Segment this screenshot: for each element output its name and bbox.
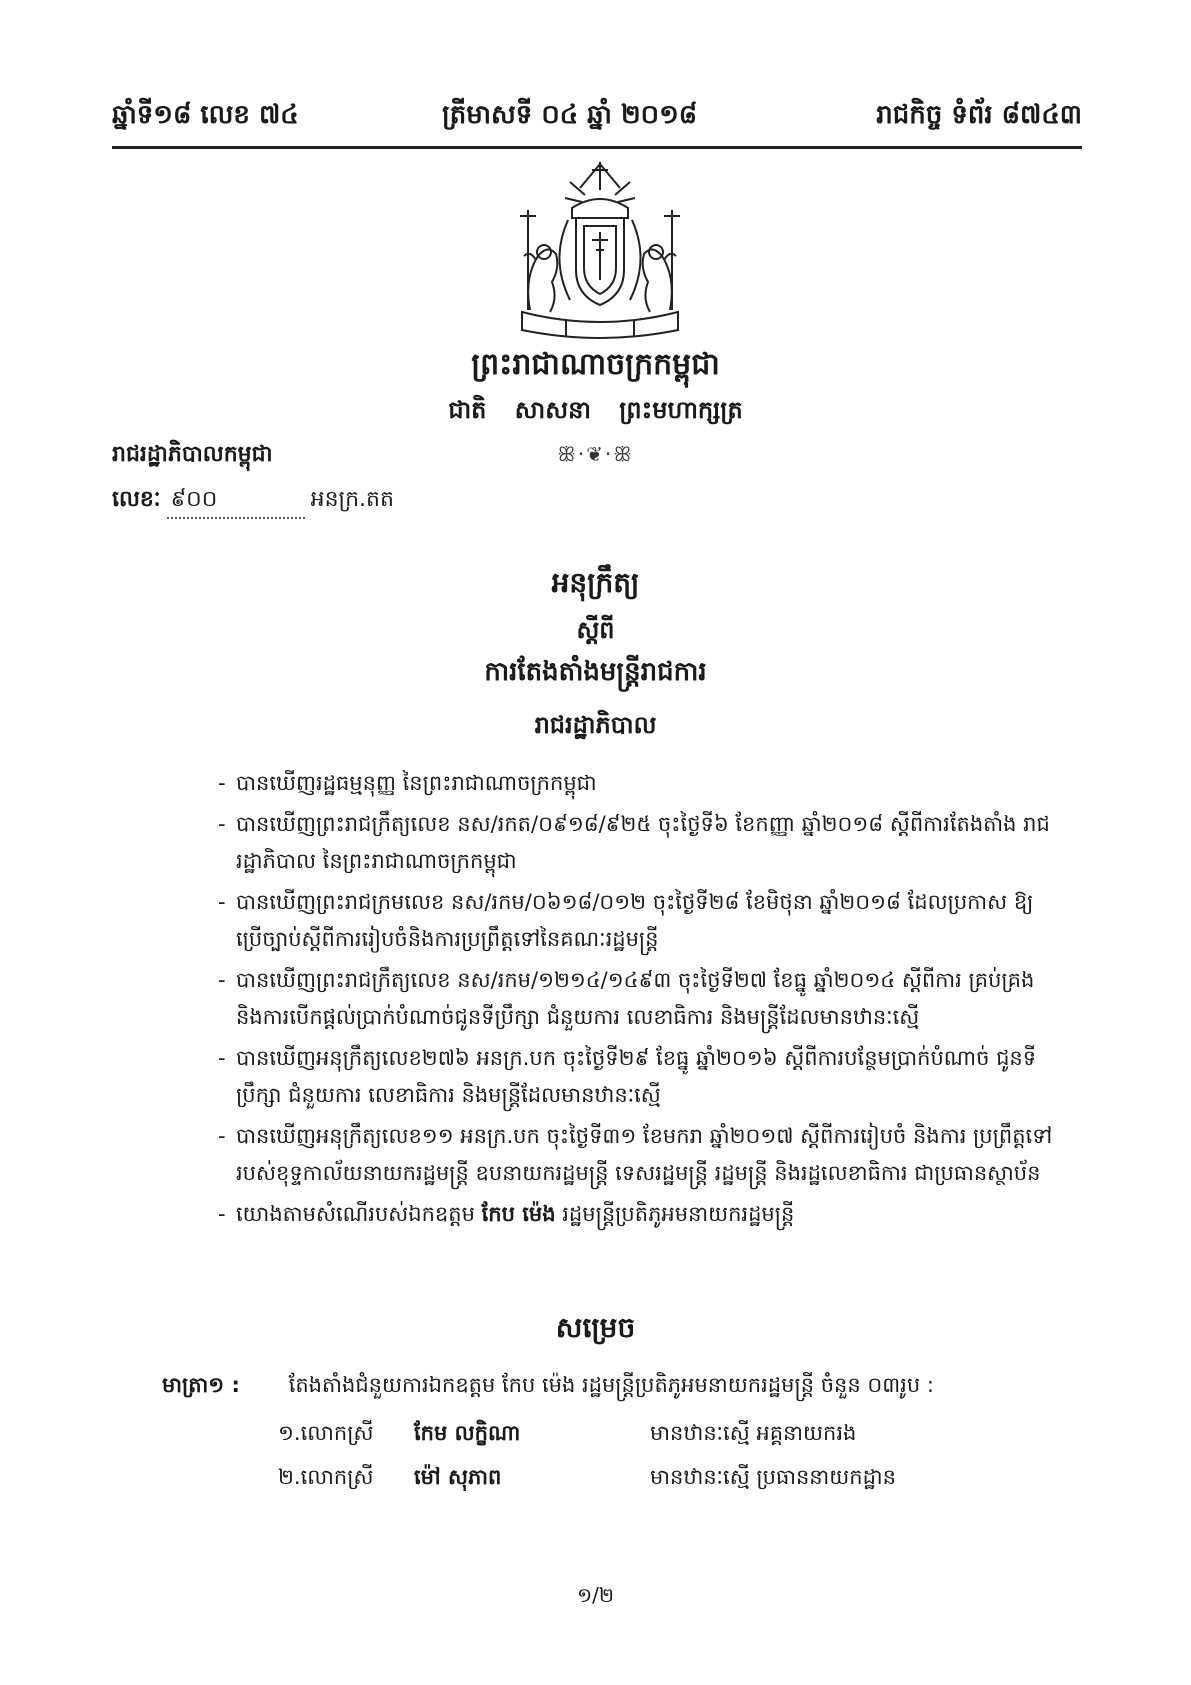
document-issuer: រាជរដ្ឋាភិបាល: [534, 711, 657, 739]
royal-coat-of-arms-icon: [510, 160, 690, 340]
consideration-item: - បានឃើញអនុក្រឹត្យលេខ២៧៦ អនក្រ.បក ចុះថ្ងៃទី២៩ ខែធ្នូ ឆ្នាំ២០១៦ ស្តីពីការបន្ថែមប្រាក់បំណាច់ ជូនទីប្រឹក្សា ជំនួយការ លេខាធិការ និងមន្ត្រីដែលមានឋានៈស្មើ: [218, 1040, 1058, 1114]
document-subtitle: ស្តីពី: [576, 616, 615, 644]
article-1-text: តែងតាំងជំនួយការឯកឧត្តម កែប ម៉េង រដ្ឋមន្ត្រីប្រតិភូអមនាយករដ្ឋមន្ត្រី ចំនួន ០៣រូប :: [288, 1373, 934, 1397]
kingdom-name: ព្រះរាជាណាចក្រកម្ពុជា: [471, 347, 720, 382]
consideration-item: - បានឃើញព្រះរាជក្រឹត្យលេខ នស/រកត/០៩១៨/៩២៥ ចុះថ្ងៃទី៦ ខែកញ្ញា ឆ្នាំ២០១៨ ស្តីពីការតែងតាំង រាជរដ្ឋាភិបាល នៃព្រះរាជាណាចក្រកម្ពុជា: [218, 806, 1058, 880]
article-1: [162, 1372, 1062, 1403]
document-number-value: ៩០០: [167, 485, 305, 519]
gazette-year-issue: ឆ្នាំទី១៨ លេខ ៧៤: [112, 100, 299, 130]
gazette-quarter: ត្រីមាសទី ០៤ ឆ្នាំ ២០១៨: [442, 100, 698, 130]
appointee-rank: មានឋានៈស្មើ ប្រធាននាយកដ្ឋាន: [650, 1465, 896, 1489]
appointee-index: ១.លោកស្រី: [278, 1421, 374, 1445]
issuing-authority-label: រាជរដ្ឋាភិបាលកម្ពុជា: [112, 442, 273, 467]
document-number: [112, 485, 394, 519]
appointee-index: ២.លោកស្រី: [278, 1465, 374, 1489]
document-number-label: លេខៈ: [112, 487, 161, 512]
appointee-rank: មានឋានៈស្មើ អគ្គនាយករង: [650, 1421, 857, 1445]
header-divider: [112, 146, 1082, 149]
document-title: អនុក្រឹត្យ: [551, 566, 640, 599]
consideration-proposal: [218, 1196, 1058, 1233]
proposal-minister-title: រដ្ឋមន្ត្រីប្រតិភូអមនាយករដ្ឋមន្ត្រី: [562, 1202, 795, 1226]
decision-heading: សម្រេច: [555, 1311, 636, 1344]
consideration-item: - បានឃើញអនុក្រឹត្យលេខ១១ អនក្រ.បក ចុះថ្ងៃទី៣១ ខែមករា ឆ្នាំ២០១៧ ស្តីពីការរៀបចំ និងការ ប្រព្រឹត្តទៅរបស់ខុទ្ទកាល័យនាយករដ្ឋមន្ត្រី ឧបនាយករដ្ឋមន្ត្រី ទេសរដ្ឋមន្ត្រី រដ្ឋមន្ត្រី និងរដ្ឋលេខាធិការ ជាប្រធានស្ថាប័ន: [218, 1118, 1058, 1192]
appointee-list: [278, 1420, 1078, 1508]
appointee-row: [278, 1420, 1078, 1464]
proposal-minister-name: កែប ម៉េង: [481, 1202, 556, 1226]
appointee-row: [278, 1464, 1078, 1508]
gazette-page: រាជកិច្ច ទំព័រ ៨៧៤៣: [876, 100, 1082, 130]
national-motto: ជាតិ សាសនា ព្រះមហាក្សត្រ: [448, 396, 743, 424]
gazette-header: [112, 98, 1082, 138]
ornament-divider: ꕥ·❦·ꕥ: [557, 442, 634, 466]
appointee-name: ម៉ៅ សុភាព: [414, 1465, 502, 1489]
document-topic: ការតែងតាំងមន្ត្រីរាជការ: [484, 657, 707, 687]
consideration-item: - បានឃើញព្រះរាជក្រឹត្យលេខ នស/រកម/១២១៤/១៤៩៣ ចុះថ្ងៃទី២៧ ខែធ្នូ ឆ្នាំ២០១៤ ស្តីពីការ គ្រប់គ្រងនិងការបើកផ្តល់ប្រាក់បំណាច់ជូនទីប្រឹក្សា ជំនួយការ លេខាធិការ និងមន្ត្រីដែលមានឋានៈស្មើ: [218, 962, 1058, 1036]
appointee-name: កែម លក្ខិណា: [414, 1421, 521, 1445]
consideration-item: - បានឃើញព្រះរាជក្រមលេខ នស/រកម/០៦១៨/០១២ ចុះថ្ងៃទី២៨ ខែមិថុនា ឆ្នាំ២០១៨ ដែលប្រកាស ឱ្យប្រើច្បាប់ស្តីពីការរៀបចំនិងការប្រព្រឹត្តទៅនៃគណៈរដ្ឋមន្ត្រី: [218, 884, 1058, 958]
article-1-label: មាត្រា១ :: [162, 1373, 240, 1397]
document-number-suffix: អនក្រ.តត: [310, 487, 394, 512]
consideration-item: - បានឃើញរដ្ឋធម្មនុញ្ញ នៃព្រះរាជាណាចក្រកម្ពុជា: [218, 765, 1058, 802]
page-number: ១/២: [576, 1583, 614, 1607]
considerations-list: [218, 765, 1058, 1237]
proposal-prefix: យោងតាមសំណើរបស់ឯកឧត្តម: [236, 1202, 475, 1226]
